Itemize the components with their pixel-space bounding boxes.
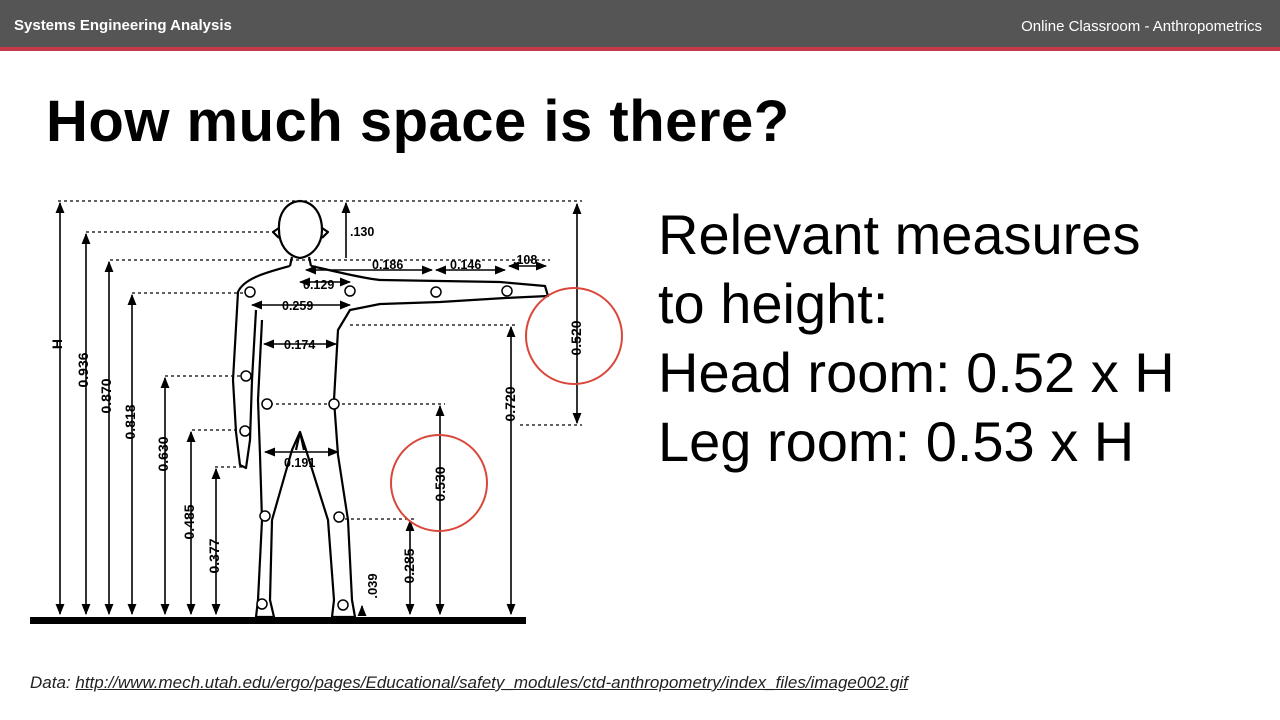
leg-room-measure: Leg room: 0.53 x H bbox=[658, 410, 1135, 473]
label-0129: 0.129 bbox=[303, 278, 335, 292]
label-039: .039 bbox=[365, 573, 380, 599]
label-0870: 0.870 bbox=[98, 378, 114, 414]
relevant-measures-text bbox=[658, 200, 1175, 476]
measures-line-2: to height: bbox=[658, 272, 889, 335]
label-0191: 0.191 bbox=[284, 456, 316, 470]
label-0285: 0.285 bbox=[401, 548, 417, 584]
label-0520: 0.520 bbox=[568, 320, 584, 356]
label-0818: 0.818 bbox=[122, 404, 138, 440]
height-label: H bbox=[49, 338, 65, 350]
data-source bbox=[30, 673, 908, 693]
label-0146: 0.146 bbox=[450, 258, 482, 272]
source-prefix: Data: bbox=[30, 673, 76, 692]
label-0186: 0.186 bbox=[372, 258, 404, 272]
header-bar bbox=[0, 0, 1280, 51]
source-link[interactable]: http://www.mech.utah.edu/ergo/pages/Educational/safety_modules/ctd-anthropometry/index_files/image002.gif bbox=[75, 673, 908, 692]
label-0630: 0.630 bbox=[155, 436, 171, 472]
label-0530: 0.530 bbox=[432, 466, 448, 502]
reference-lines bbox=[58, 201, 582, 519]
label-0936: 0.936 bbox=[75, 352, 91, 388]
label-0259: 0.259 bbox=[282, 299, 314, 313]
measures-line-1: Relevant measures bbox=[658, 203, 1141, 266]
label-0377: 0.377 bbox=[206, 538, 222, 574]
slide-title: How much space is there? bbox=[46, 89, 790, 154]
horizontal-dimension-arrows bbox=[252, 266, 546, 452]
label-0720: 0.720 bbox=[502, 386, 518, 422]
head-room-measure: Head room: 0.52 x H bbox=[658, 341, 1175, 404]
anthropometry-diagram bbox=[0, 190, 640, 640]
label-0485: 0.485 bbox=[181, 504, 197, 540]
course-title: Systems Engineering Analysis bbox=[14, 17, 232, 34]
label-0174: 0.174 bbox=[284, 338, 316, 352]
section-title: Online Classroom - Anthropometrics bbox=[1021, 18, 1262, 35]
label-130: .130 bbox=[350, 225, 375, 239]
floor-line bbox=[30, 617, 526, 624]
label-108: .108 bbox=[513, 253, 538, 267]
